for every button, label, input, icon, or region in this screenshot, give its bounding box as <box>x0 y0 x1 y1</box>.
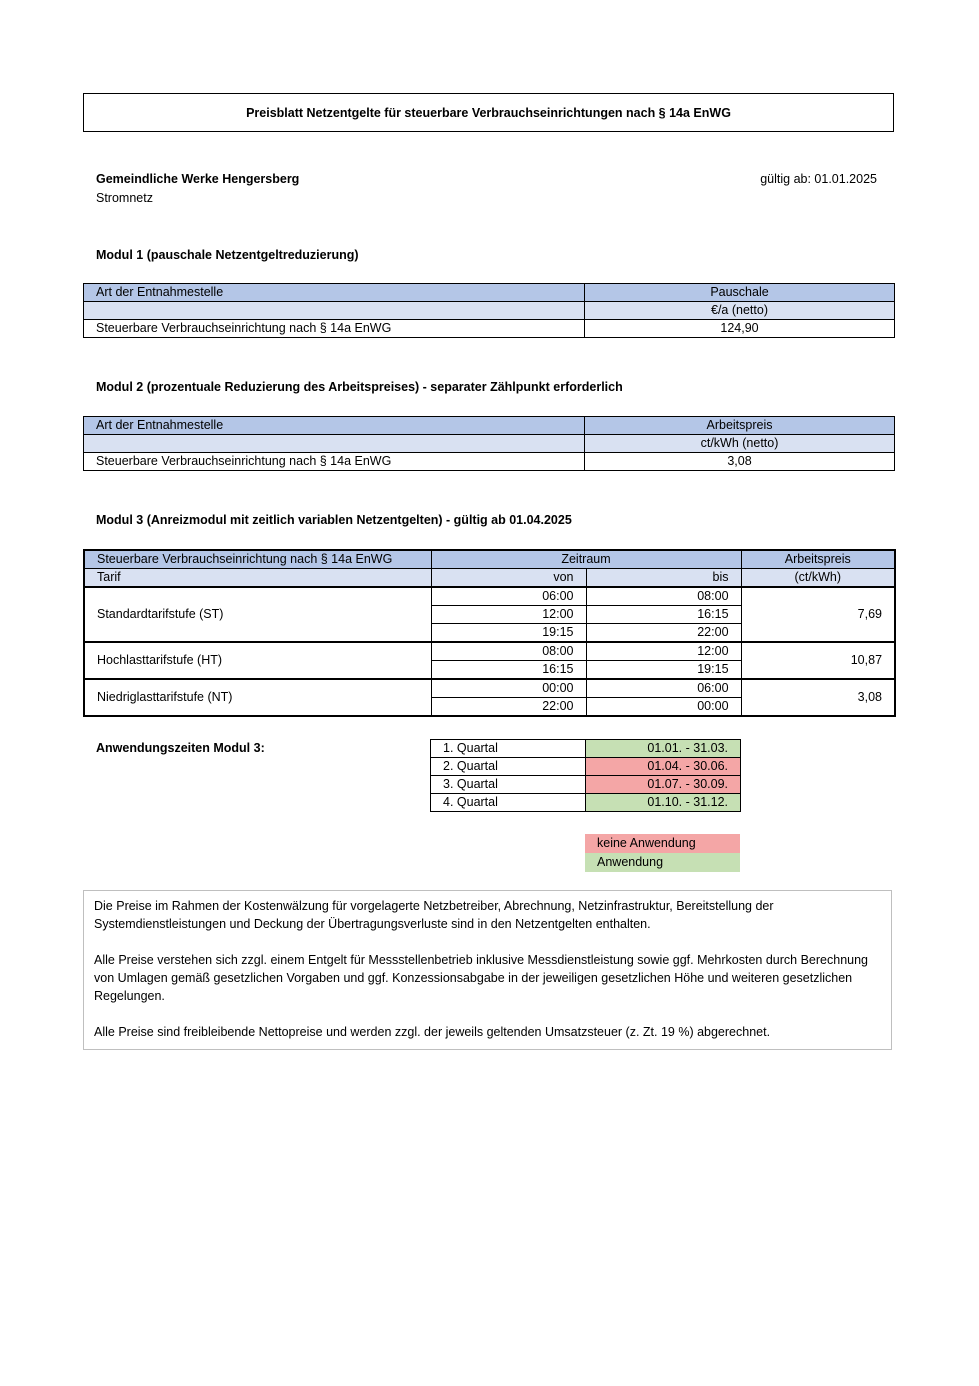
legend-application: Anwendung <box>585 853 740 872</box>
period-to: 22:00 <box>586 624 741 643</box>
quarter-range: 01.07. - 30.09. <box>586 776 741 794</box>
network-name: Stromnetz <box>96 191 153 205</box>
period-to: 06:00 <box>586 679 741 698</box>
quarter-range: 01.01. - 31.03. <box>586 740 741 758</box>
modul2-unit: ct/kWh (netto) <box>585 435 895 453</box>
company-name: Gemeindliche Werke Hengersberg <box>96 172 300 186</box>
modul2-col1: Art der Entnahmestelle <box>84 417 585 435</box>
modul3-col3: Arbeitspreis <box>741 550 895 569</box>
quarter-range: 01.10. - 31.12. <box>586 794 741 812</box>
modul3-sub-unit: (ct/kWh) <box>741 569 895 588</box>
modul1-row-label: Steuerbare Verbrauchseinrichtung nach § 14a EnWG <box>84 320 585 338</box>
note-paragraph: Die Preise im Rahmen der Kostenwälzung für vorgelagerte Netzbetreiber, Abrechnung, Netzinfrastruktur, Bereitstellung der Systemdienstleistungen und Deckung der Übertragungsverluste sind in den Netzentgelten enthalten. <box>94 899 774 931</box>
period-to: 00:00 <box>586 698 741 717</box>
modul3-col1: Steuerbare Verbrauchseinrichtung nach § 14a EnWG <box>84 550 431 569</box>
modul1-row-value: 124,90 <box>585 320 895 338</box>
quarter-label: 4. Quartal <box>431 794 586 812</box>
note-paragraph: Alle Preise sind freibleibende Nettopreise und werden zzgl. der jeweils geltenden Umsatzsteuer (z. Zt. 19 %) abgerechnet. <box>94 1025 771 1039</box>
modul3-col2: Zeitraum <box>431 550 741 569</box>
period-from: 06:00 <box>431 587 586 606</box>
period-from: 22:00 <box>431 698 586 717</box>
tariff-price: 7,69 <box>741 587 895 642</box>
quarter-label: 3. Quartal <box>431 776 586 794</box>
period-from: 16:15 <box>431 661 586 680</box>
note-paragraph: Alle Preise verstehen sich zzgl. einem Entgelt für Messstellenbetrieb inklusive Messdienstleistung sowie ggf. Mehrkosten durch Berechnung von Umlagen gemäß gesetzlichen Vorgaben und ggf. Konzessionsabgabe in der jeweiligen gesetzlichen Höhe und weiteren gesetzlichen Regelungen. <box>94 953 868 1003</box>
valid-from: gültig ab: 01.01.2025 <box>760 172 877 186</box>
period-to: 16:15 <box>586 606 741 624</box>
modul2-heading: Modul 2 (prozentuale Reduzierung des Arbeitspreises) - separater Zählpunkt erforderlich <box>96 380 623 394</box>
quarter-range: 01.04. - 30.06. <box>586 758 741 776</box>
period-from: 12:00 <box>431 606 586 624</box>
legend-no-application: keine Anwendung <box>585 834 740 853</box>
notes-box <box>83 890 892 1050</box>
quarter-table <box>430 739 741 812</box>
modul2-empty <box>84 435 585 453</box>
tariff-name: Hochlasttarifstufe (HT) <box>84 642 431 679</box>
modul1-heading: Modul 1 (pauschale Netzentgeltreduzierung) <box>96 248 359 262</box>
modul3-heading: Modul 3 (Anreizmodul mit zeitlich variablen Netzentgelten) - gültig ab 01.04.2025 <box>96 513 572 527</box>
modul3-sub-bis: bis <box>586 569 741 588</box>
page-title: Preisblatt Netzentgelte für steuerbare Verbrauchseinrichtungen nach § 14a EnWG <box>83 93 894 132</box>
modul1-col2: Pauschale <box>585 284 895 302</box>
modul3-table <box>83 549 896 717</box>
modul3-sub-tarif: Tarif <box>84 569 431 588</box>
modul3-sub-von: von <box>431 569 586 588</box>
quarter-label: 2. Quartal <box>431 758 586 776</box>
period-from: 08:00 <box>431 642 586 661</box>
modul1-col1: Art der Entnahmestelle <box>84 284 585 302</box>
modul1-unit: €/a (netto) <box>585 302 895 320</box>
modul1-table <box>83 283 895 338</box>
modul1-empty <box>84 302 585 320</box>
modul2-table <box>83 416 895 471</box>
period-to: 19:15 <box>586 661 741 680</box>
modul2-col2: Arbeitspreis <box>585 417 895 435</box>
quarter-label: 1. Quartal <box>431 740 586 758</box>
tariff-name: Niedriglasttarifstufe (NT) <box>84 679 431 716</box>
period-from: 00:00 <box>431 679 586 698</box>
period-to: 08:00 <box>586 587 741 606</box>
anwendung-heading: Anwendungszeiten Modul 3: <box>96 741 265 755</box>
legend <box>585 834 740 872</box>
tariff-price: 10,87 <box>741 642 895 679</box>
modul2-row-value: 3,08 <box>585 453 895 471</box>
modul2-row-label: Steuerbare Verbrauchseinrichtung nach § 14a EnWG <box>84 453 585 471</box>
period-to: 12:00 <box>586 642 741 661</box>
tariff-price: 3,08 <box>741 679 895 716</box>
period-from: 19:15 <box>431 624 586 643</box>
tariff-name: Standardtarifstufe (ST) <box>84 587 431 642</box>
